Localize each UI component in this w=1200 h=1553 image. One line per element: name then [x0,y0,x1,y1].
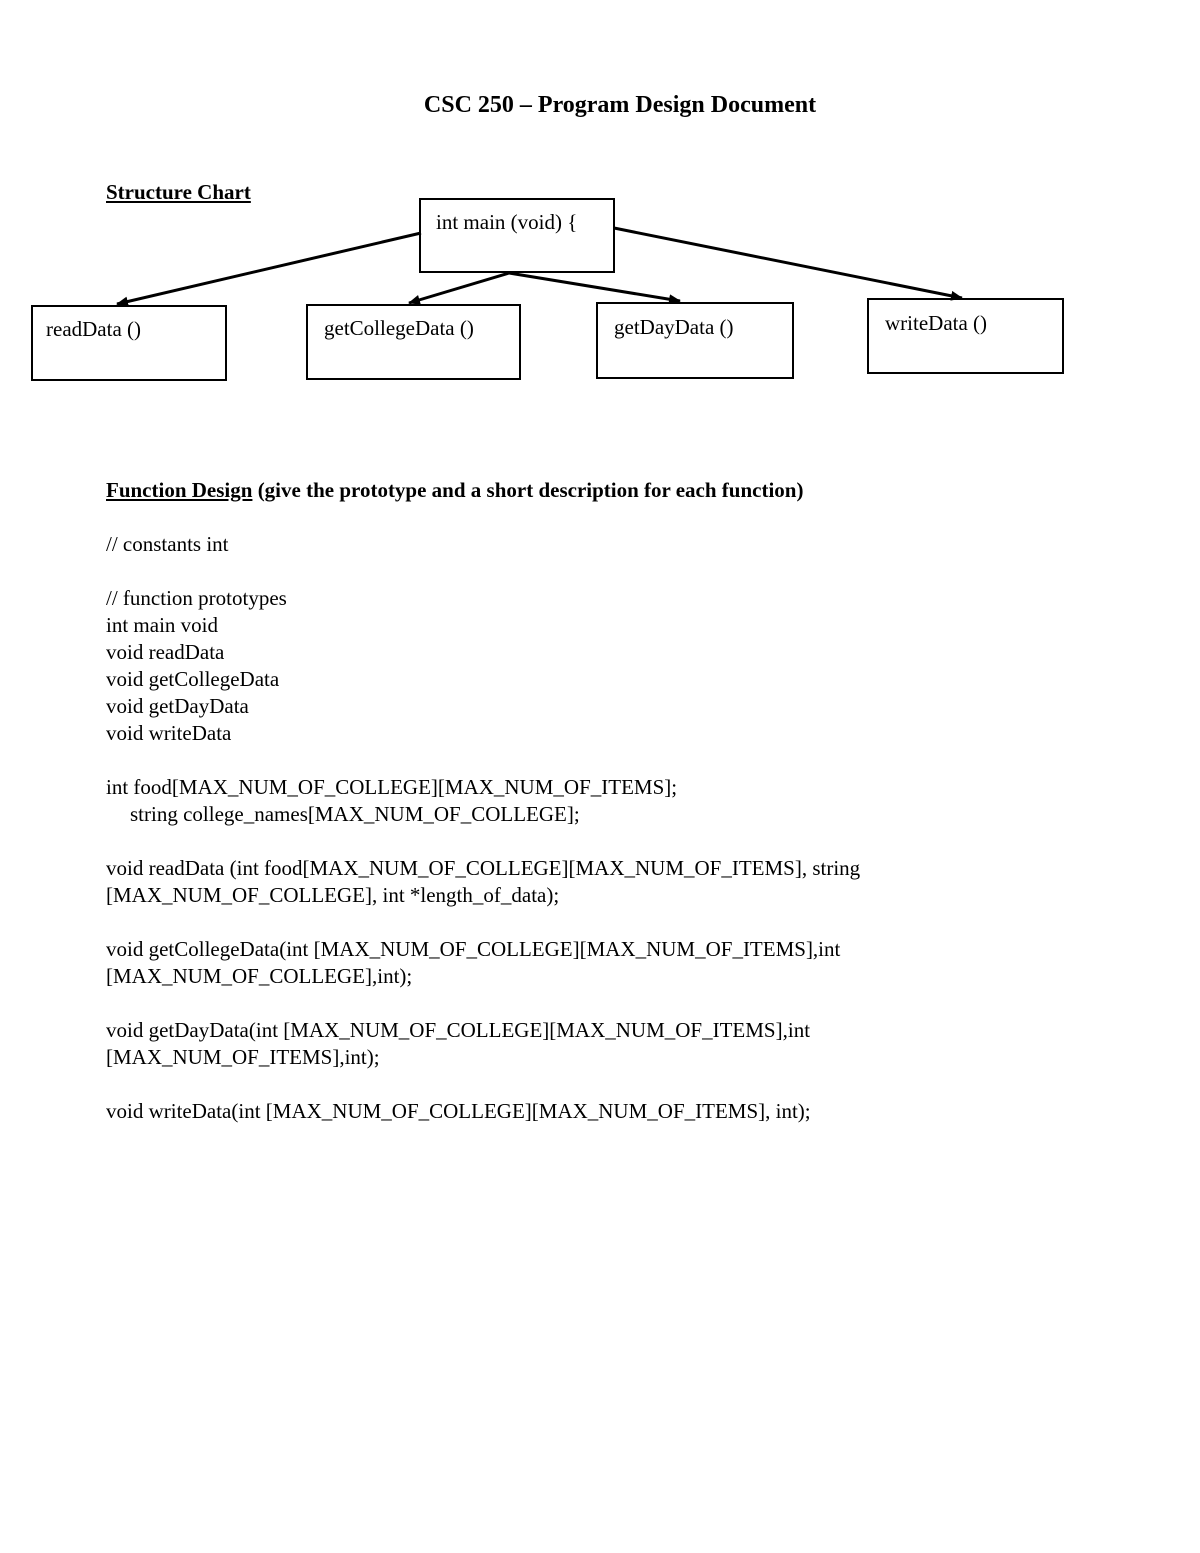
chart-box-readdata: readData () [31,305,227,381]
code-line [106,990,1106,1017]
page-title: CSC 250 – Program Design Document [423,92,817,118]
code-line: void readData (int food[MAX_NUM_OF_COLLEGE][MAX_NUM_OF_ITEMS], string [106,856,861,880]
code-line: void getCollegeData [106,667,280,691]
arrow-main-to-getcollegedata [409,273,509,303]
arrow-main-to-readdata [117,233,421,304]
code-line: [MAX_NUM_OF_ITEMS],int); [106,1045,380,1069]
code-line: [MAX_NUM_OF_COLLEGE],int); [106,964,413,988]
function-design-heading [106,477,803,504]
chart-box-getdaydata: getDayData () [596,302,794,379]
code-line: void getDayData(int [MAX_NUM_OF_COLLEGE][MAX_NUM_OF_ITEMS],int [106,1018,811,1042]
function-design-heading-text: Function Design [106,478,253,502]
code-line [106,747,1106,774]
code-line [106,828,1106,855]
chart-box-writedata: writeData () [867,298,1064,374]
code-line: void readData [106,640,225,664]
function-design-heading-note: (give the prototype and a short description for each function) [257,478,804,502]
code-line: // constants int [106,532,229,556]
function-design-body [106,531,1106,1125]
code-line: [MAX_NUM_OF_COLLEGE], int *length_of_data); [106,883,560,907]
code-line: int main void [106,613,218,637]
code-line: void writeData [106,721,232,745]
code-line: void getDayData [106,694,249,718]
chart-box-main: int main (void) { [419,198,615,273]
code-line [106,558,1106,585]
code-line: int food[MAX_NUM_OF_COLLEGE][MAX_NUM_OF_ITEMS]; [106,775,678,799]
code-line [106,1071,1106,1098]
code-line: void getCollegeData(int [MAX_NUM_OF_COLLEGE][MAX_NUM_OF_ITEMS],int [106,937,841,961]
code-line [106,909,1106,936]
code-line: // function prototypes [106,586,287,610]
code-line: void writeData(int [MAX_NUM_OF_COLLEGE][MAX_NUM_OF_ITEMS], int); [106,1099,811,1123]
code-line: string college_names[MAX_NUM_OF_COLLEGE]; [130,802,580,826]
arrow-main-to-getdaydata [509,273,680,301]
chart-box-getcollegedata: getCollegeData () [306,304,521,380]
structure-chart-heading-text: Structure Chart [106,180,251,204]
arrow-main-to-writedata [614,228,962,298]
